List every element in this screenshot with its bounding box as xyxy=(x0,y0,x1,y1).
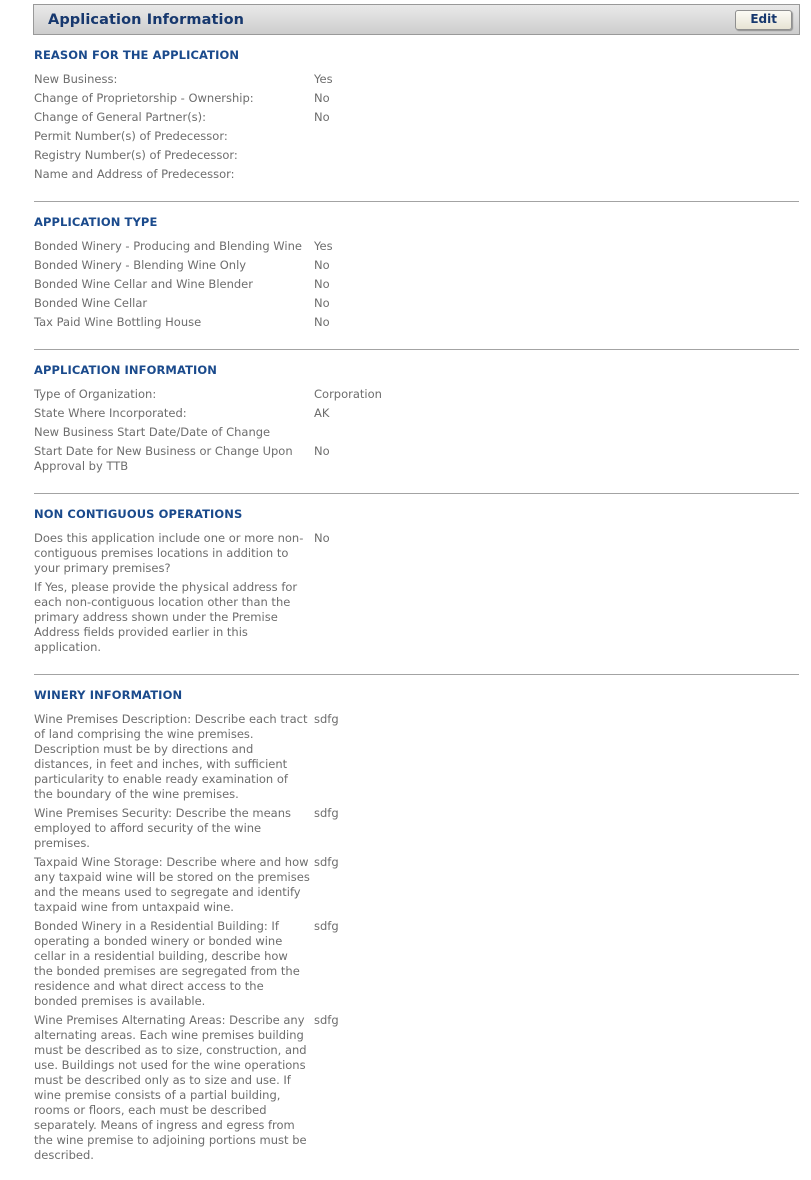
field-row xyxy=(34,425,799,440)
field-row xyxy=(34,129,799,144)
field-value: sdfg xyxy=(314,806,339,820)
section-divider xyxy=(34,201,799,202)
field-label: Bonded Winery in a Residential Building: If operating a bonded winery or bonded wine cellar in a residential building, describe how the bonded premises are segregated from the residence and what direct access to the bonded premises is available. xyxy=(34,919,300,1008)
form-section xyxy=(34,201,799,347)
field-label: New Business: xyxy=(34,72,118,86)
field-value xyxy=(314,129,799,144)
field-row xyxy=(34,277,799,292)
section-divider xyxy=(34,493,799,494)
field-label: Taxpaid Wine Storage: Describe where and how any taxpaid wine will be stored on the premises and the means used to segregate and identify taxpaid wine from untaxpaid wine. xyxy=(34,855,310,914)
field-row xyxy=(34,806,799,851)
field-value: No xyxy=(314,110,330,124)
field-label: Change of Proprietorship - Ownership: xyxy=(34,91,254,105)
field-value xyxy=(314,425,799,440)
form-section xyxy=(34,493,799,672)
field-value: Yes xyxy=(314,239,333,253)
field-row xyxy=(34,855,799,915)
field-value: sdfg xyxy=(314,919,339,933)
field-value: No xyxy=(314,258,330,272)
field-row xyxy=(34,296,799,311)
section-heading: NON CONTIGUOUS OPERATIONS xyxy=(34,507,243,521)
field-row xyxy=(34,167,799,182)
field-row xyxy=(34,258,799,273)
page-title: Application Information xyxy=(48,11,245,28)
field-value: No xyxy=(314,296,330,310)
form-section xyxy=(34,349,799,491)
field-row xyxy=(34,580,799,655)
field-label: Wine Premises Security: Describe the means employed to afford security of the wine premises. xyxy=(34,806,291,850)
field-label: Tax Paid Wine Bottling House xyxy=(34,315,202,329)
section-heading: APPLICATION TYPE xyxy=(34,215,158,229)
field-label: Start Date for New Business or Change Upon Approval by TTB xyxy=(34,444,293,473)
field-label: State Where Incorporated: xyxy=(34,406,187,420)
form-section xyxy=(34,48,799,199)
field-label: Name and Address of Predecessor: xyxy=(34,167,235,181)
field-value: sdfg xyxy=(314,855,339,869)
field-row xyxy=(34,406,799,421)
panel-header-bar xyxy=(33,4,800,35)
edit-button[interactable]: Edit xyxy=(735,10,792,30)
field-value: No xyxy=(314,277,330,291)
field-value xyxy=(314,167,799,182)
section-heading: REASON FOR THE APPLICATION xyxy=(34,48,240,62)
field-row xyxy=(34,239,799,254)
field-row xyxy=(34,444,799,474)
field-row xyxy=(34,72,799,87)
section-rows xyxy=(34,531,799,655)
section-divider xyxy=(34,674,799,675)
field-label: Wine Premises Alternating Areas: Describe any alternating areas. Each wine premises building must be described as to size, construction, and use. Buildings not used for the wine operations must be described only as to size and use. If wine premise consists of a partial building, rooms or floors, each must be described separately. Means of ingress and egress from the wine premise to adjoining portions must be described. xyxy=(34,1013,307,1162)
section-heading: APPLICATION INFORMATION xyxy=(34,363,218,377)
field-label: Bonded Wine Cellar xyxy=(34,296,148,310)
field-row xyxy=(34,91,799,106)
field-row xyxy=(34,919,799,1009)
section-heading: WINERY INFORMATION xyxy=(34,688,183,702)
field-value xyxy=(314,148,799,163)
field-row xyxy=(34,387,799,402)
field-label: Registry Number(s) of Predecessor: xyxy=(34,148,238,162)
section-rows xyxy=(34,239,799,330)
sections-container xyxy=(33,48,800,1180)
field-row xyxy=(34,531,799,576)
field-value: No xyxy=(314,91,330,105)
field-row xyxy=(34,110,799,125)
field-label: Does this application include one or more non-contiguous premises locations in addition to your primary premises? xyxy=(34,531,304,575)
field-value: No xyxy=(314,531,330,545)
field-value: Yes xyxy=(314,72,333,86)
field-label: Bonded Winery - Producing and Blending Wine xyxy=(34,239,302,253)
field-label: Change of General Partner(s): xyxy=(34,110,207,124)
field-label: New Business Start Date/Date of Change xyxy=(34,425,271,439)
form-section xyxy=(34,674,799,1180)
section-divider xyxy=(34,349,799,350)
field-label: Permit Number(s) of Predecessor: xyxy=(34,129,228,143)
field-label: If Yes, please provide the physical address for each non-contiguous location other than the primary address shown under the Premise Address fields provided earlier in this application. xyxy=(34,580,298,654)
field-label: Wine Premises Description: Describe each tract of land comprising the wine premises. Description must be by directions and distances, in feet and inches, with sufficient particularity to enable ready examination of the boundary of the wine premises. xyxy=(34,712,308,801)
field-value: Corporation xyxy=(314,387,382,401)
field-label: Bonded Wine Cellar and Wine Blender xyxy=(34,277,253,291)
field-label: Bonded Winery - Blending Wine Only xyxy=(34,258,247,272)
field-value: sdfg xyxy=(314,712,339,726)
section-rows xyxy=(34,387,799,474)
field-value: sdfg xyxy=(314,1013,339,1027)
field-row xyxy=(34,148,799,163)
field-row xyxy=(34,712,799,802)
application-information-panel xyxy=(33,4,800,1180)
field-value: No xyxy=(314,444,330,458)
field-value: No xyxy=(314,315,330,329)
field-row xyxy=(34,1013,799,1163)
section-rows xyxy=(34,72,799,182)
field-value: AK xyxy=(314,406,330,420)
section-rows xyxy=(34,712,799,1163)
field-label: Type of Organization: xyxy=(34,387,157,401)
field-value xyxy=(314,580,799,595)
field-row xyxy=(34,315,799,330)
